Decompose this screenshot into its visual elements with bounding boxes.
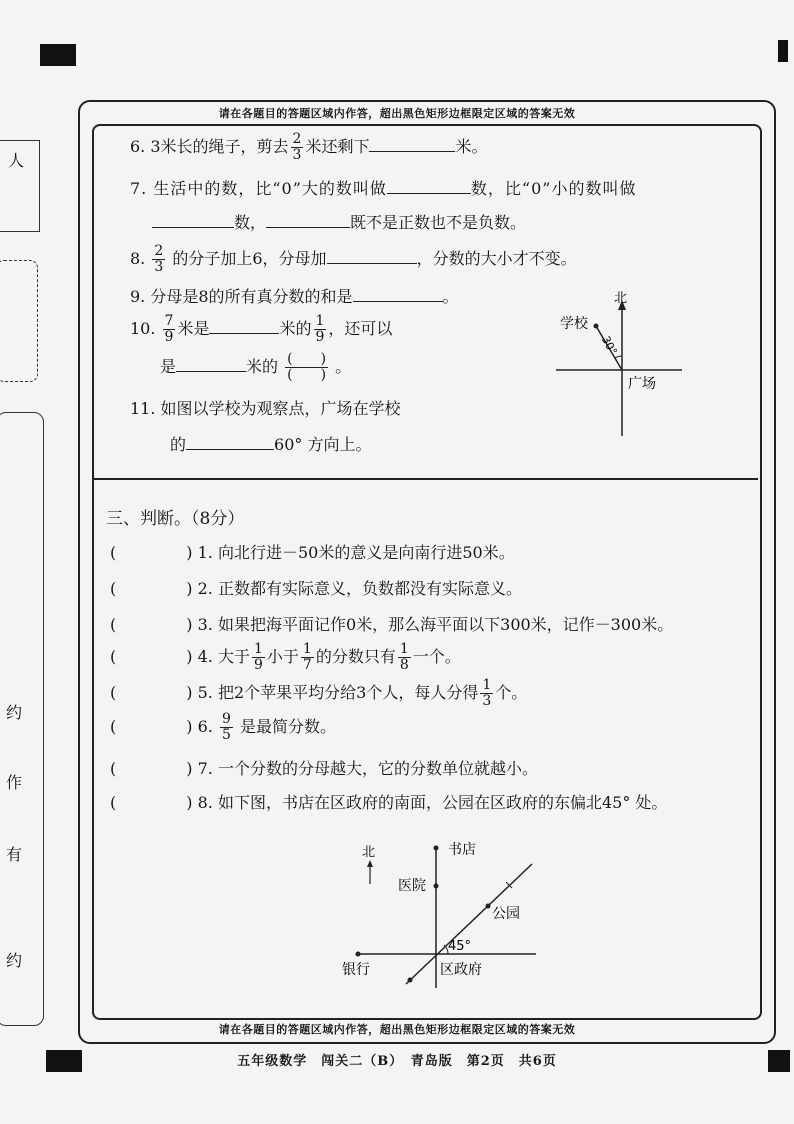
square-label: 广场	[628, 376, 656, 392]
fraction: $\frac{2}{3}$	[154, 243, 164, 275]
bookstore-label: 书店	[448, 842, 476, 858]
section-title-judge: 三、判断。（8分）	[106, 509, 245, 529]
angle-label: 45°	[448, 939, 472, 954]
left-margin-char: 有	[6, 845, 23, 864]
gov-label: 区政府	[440, 962, 482, 978]
answer-blank[interactable]	[369, 137, 455, 152]
judge-item-5: ( ) 5. 把2个苹果平均分给3个人，每人分得 $\frac{1}{3}$ 个。	[110, 677, 528, 709]
question-6: 6. 3米长的绳子，剪去 $\frac{2}{3}$ 米还剩下 米。	[130, 131, 488, 163]
judge-item-2: ( ) 2. 正数都有实际意义，负数都没有实际意义。	[110, 579, 522, 598]
left-margin-box-2	[0, 260, 38, 382]
question-11-cont: 的 60° 方向上。	[170, 435, 372, 454]
answer-blank[interactable]	[209, 319, 279, 334]
question-11: 11. 如图以学校为观察点，广场在学校	[130, 399, 401, 418]
judge-item-4: ( ) 4. 大于 $\frac{1}{9}$ 小于 $\frac{1}{7}$ 的分数只有 $\frac{1}{8}$ 一个。	[110, 641, 461, 673]
answer-blank[interactable]	[387, 179, 471, 194]
answer-blank[interactable]	[186, 435, 274, 450]
left-margin-char: 约	[6, 703, 23, 722]
hospital-label: 医院	[398, 878, 426, 894]
answer-blank[interactable]	[327, 249, 417, 264]
answer-blank[interactable]	[176, 357, 246, 372]
left-margin-char: 人	[8, 151, 25, 170]
answer-blank[interactable]	[266, 213, 350, 228]
judge-item-1: ( ) 1. 向北行进－50米的意义是向南行进50米。	[110, 543, 515, 562]
left-margin-char: 作	[6, 773, 23, 792]
judge-item-8: ( ) 8. 如下图，书店在区政府的南面，公园在区政府的东偏北45° 处。	[110, 793, 668, 812]
fraction: $\frac{7}{9}$	[164, 313, 174, 345]
judge-item-3: ( ) 3. 如果把海平面记作0米，那么海平面以下300米，记作－300米。	[110, 615, 674, 634]
bank-label: 银行	[342, 962, 370, 978]
question-8: 8. $\frac{2}{3}$ 的分子加上6，分母加 ，分数的大小才不变。	[130, 243, 577, 275]
top-notice: 请在各题目的答题区域内作答，超出黑色矩形边框限定区域的答案无效	[218, 107, 576, 120]
section-divider	[92, 478, 758, 480]
question-7: 7. 生活中的数，比“0”大的数叫做 数，比“0”小的数叫做	[130, 179, 637, 198]
compass-diagram-school	[550, 286, 690, 442]
judge-item-7: ( ) 7. 一个分数的分母越大，它的分数单位就越小。	[110, 759, 538, 778]
question-10-cont: 是 米的 $\frac{( )}{( )}$ 。	[160, 351, 352, 383]
question-10: 10. $\frac{7}{9}$ 米是 米的 $\frac{1}{9}$ ，还可以	[130, 313, 393, 345]
bottom-notice: 请在各题目的答题区域内作答，超出黑色矩形边框限定区域的答案无效	[218, 1023, 576, 1036]
answer-blank[interactable]	[152, 213, 234, 228]
school-label: 学校	[560, 316, 588, 332]
north-label: 北	[614, 291, 628, 306]
fraction: $\frac{1}{9}$	[315, 313, 325, 345]
corner-mark-top-left	[40, 44, 76, 66]
answer-blank[interactable]	[353, 287, 443, 302]
left-margin-char: 约	[6, 951, 23, 970]
fraction: $\frac{2}{3}$	[292, 131, 302, 163]
north-label: 北	[362, 845, 376, 860]
page-footer: 五年级数学 闯关二（B） 青岛版 第2页 共6页	[237, 1054, 557, 1069]
question-9: 9. 分母是8的所有真分数的和是 。	[130, 287, 459, 306]
question-7-cont: 数， 既不是正数也不是负数。	[152, 210, 526, 233]
fraction-blank[interactable]: $\frac{( )}{( )}$	[287, 351, 327, 383]
angle-label: 30°	[599, 333, 620, 358]
judge-item-6: ( ) 6. $\frac{9}{5}$ 是最简分数。	[110, 711, 336, 743]
corner-mark-top-right	[778, 40, 788, 62]
park-label: 公园	[492, 906, 520, 922]
compass-diagram-district	[336, 834, 556, 994]
